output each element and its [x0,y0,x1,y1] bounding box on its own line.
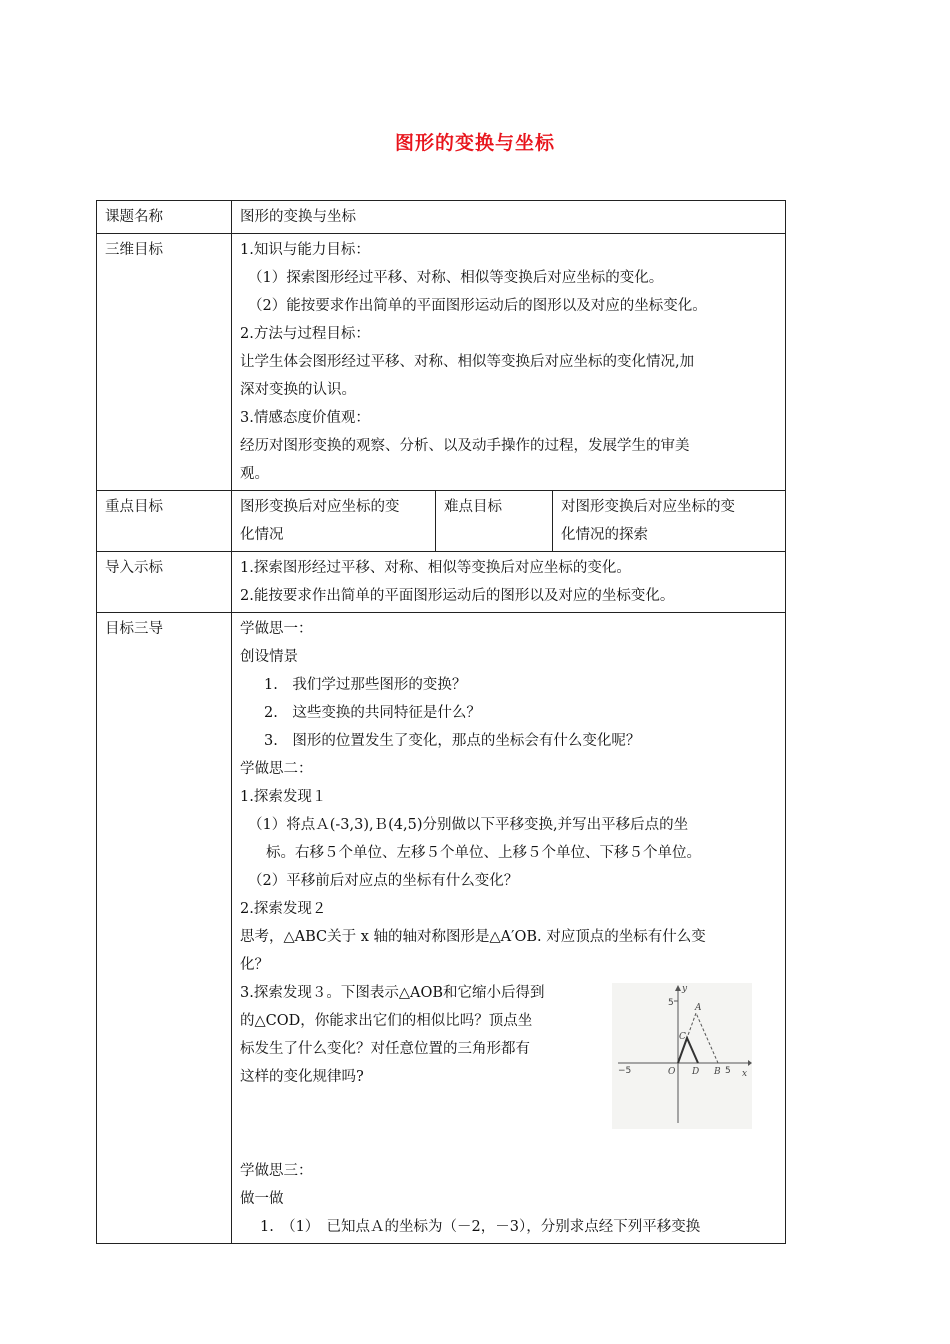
explore-question: （2）平移前后对应点的坐标有什么变化？ [248,873,519,889]
figure-background [612,983,752,1129]
row-goals [97,234,786,491]
explore-question-cont: 标。右移５个单位、左移５个单位、上移５个单位、下移５个单位。 [266,845,701,861]
explore-text: 思考，△ABC关于 x 轴的轴对称图形是△A′OB. 对应顶点的坐标有什么变 [240,929,706,945]
difficulty-line: 对图形变换后对应坐标的变 [561,499,735,515]
goals-content [232,234,786,491]
section-heading: 学做思二： [240,761,313,777]
intro-line: 1.探索图形经过平移、对称、相似等变换后对应坐标的变化。 [240,560,631,576]
goal-line: 让学生体会图形经过平移、对称、相似等变换后对应坐标的变化情况,加 [240,354,695,370]
point-a-label: A [695,1003,702,1013]
explore-text: 的△COD，你能求出它们的相似比吗？顶点坐 [240,1013,533,1029]
intro-line: 2.能按要求作出简单的平面图形运动后的图形以及对应的坐标变化。 [240,588,675,604]
origin-label: O [668,1067,676,1077]
explore-heading: 1.探索发现１ [240,789,327,805]
explore-heading: 2.探索发现２ [240,901,327,917]
guide-label: 目标三导 [97,613,232,1244]
goals-label: 三维目标 [97,234,232,491]
topic-label: 课题名称 [97,201,232,234]
goal-line: 经历对图形变换的观察、分析、以及动手操作的过程，发展学生的审美 [240,438,690,454]
section-heading: 学做思三： [240,1163,313,1179]
y-axis-label: y [682,984,688,994]
row-key [97,491,786,552]
coordinate-figure [612,983,752,1129]
row-topic [97,201,786,234]
goal-line: （1）探索图形经过平移、对称、相似等变换后对应坐标的变化。 [248,270,664,286]
key-label: 重点目标 [97,491,232,552]
point-c-label: C [679,1032,686,1042]
question-item: 1. 我们学过那些图形的变换？ [264,677,467,693]
key-value-line: 化情况 [240,527,284,543]
explore-text: 标发生了什么变化？对任意位置的三角形都有 [240,1041,530,1057]
key-value-line: 图形变换后对应坐标的变 [240,499,400,515]
section-subheading: 创设情景 [240,649,298,665]
vertical-spacer [240,1129,777,1157]
x-tick-label-neg: −5 [618,1066,632,1076]
goal-line: 观。 [240,466,269,482]
explore-3-block [240,979,777,1129]
lesson-table [96,200,786,1244]
topic-value: 图形的变换与坐标 [232,201,786,234]
difficulty-line: 化情况的探索 [561,527,648,543]
explore-question: （1）将点Ａ(-3,3),Ｂ(4,5)分别做以下平移变换,并写出平移后点的坐 [248,817,689,833]
explore-text: 化？ [240,957,269,973]
page-title: 图形的变换与坐标 [394,132,555,154]
goal-line: 深对变换的认识。 [240,382,356,398]
key-value [232,491,436,552]
x-axis-label: x [742,1069,748,1079]
section-subheading: 做一做 [240,1191,284,1207]
row-guide [97,613,786,1244]
x-tick-label-pos: 5 [725,1066,731,1076]
point-d-label: D [692,1067,700,1077]
intro-label: 导入示标 [97,552,232,613]
explore-text: 这样的变化规律吗? [240,1069,364,1085]
goal-line: 1.知识与能力目标： [240,242,370,258]
goal-line: 2.方法与过程目标： [240,326,370,342]
goal-line: 3.情感态度价值观： [240,410,370,426]
question-item: 2. 这些变换的共同特征是什么？ [264,705,481,721]
question-item: 3. 图形的位置发生了变化，那点的坐标会有什么变化呢？ [264,733,641,749]
exercise-item: 1. （1） 已知点Ａ的坐标为（－2，－3），分别求点经下列平移变换 [260,1219,701,1235]
intro-content [232,552,786,613]
explore-text: 3.探索发现３。下图表示△AOB和它缩小后得到 [240,985,545,1001]
point-b-label: B [714,1067,721,1077]
row-intro [97,552,786,613]
section-heading: 学做思一： [240,621,313,637]
difficulty-label: 难点目标 [436,491,553,552]
goal-line: （2）能按要求作出简单的平面图形运动后的图形以及对应的坐标变化。 [248,298,707,314]
explore-3-text [240,979,595,1091]
guide-content [232,613,786,1244]
difficulty-value [553,491,786,552]
y-tick-label: 5 [668,998,674,1008]
